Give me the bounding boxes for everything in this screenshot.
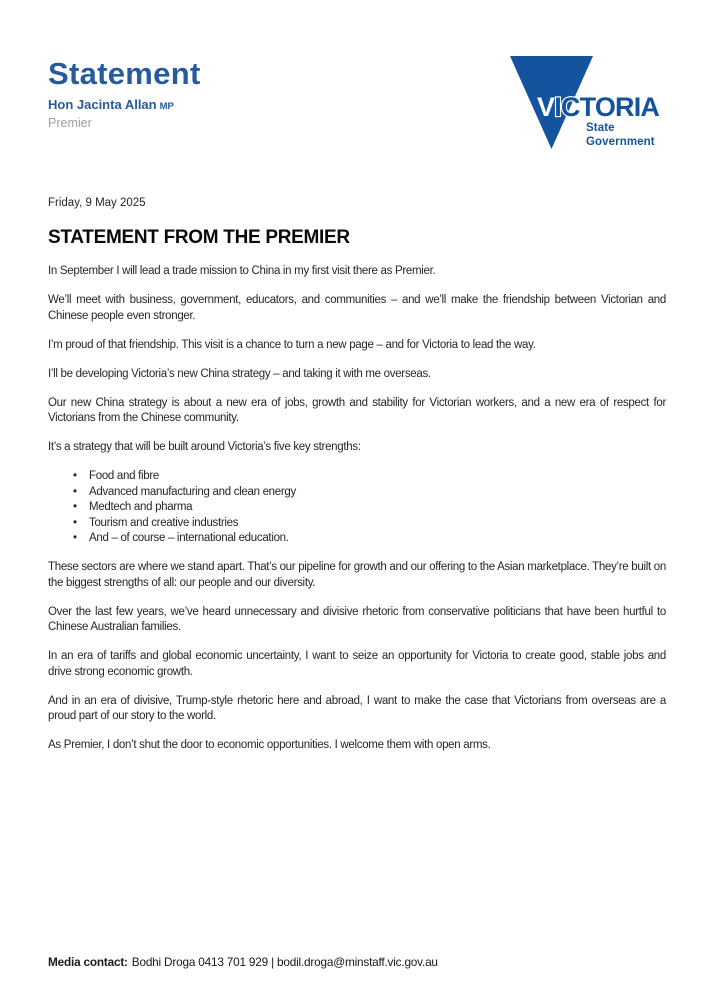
list-item: [48, 516, 666, 532]
paragraph: Our new China strategy is about a new era of jobs, growth and stability for Victorian workers, and a new era of respect for Victorians from the Chinese community.: [48, 396, 666, 424]
logo-brand-letter: V: [537, 92, 555, 122]
list-item-text: And – of course – international education.: [89, 532, 289, 544]
list-item-text: Advanced manufacturing and clean energy: [89, 485, 296, 498]
media-contact: [48, 955, 438, 970]
statement-body: [48, 196, 666, 767]
logo-state-text: State: [586, 122, 615, 134]
logo-brand-text: [537, 92, 659, 122]
paragraph: In an era of tariffs and global economic uncertainty, I want to seize an opportunity for Victoria to create good, stable jobs and drive strong economic growth.: [48, 650, 666, 678]
date: Friday, 9 May 2025: [48, 197, 146, 209]
logo-brand-rest: ICTORIA: [554, 92, 660, 122]
paragraph: As Premier, I don’t shut the door to economic opportunities. I welcome them with open arms.: [48, 739, 491, 751]
logo-government-text: Government: [586, 136, 655, 148]
list-item: [48, 469, 666, 485]
author-role: Premier: [48, 116, 92, 130]
paragraph: We’ll meet with business, government, educators, and communities – and we’ll make the friendship between Victorian and Chinese people even stronger.: [48, 294, 666, 322]
list-item: [48, 531, 666, 547]
bullet-icon: •: [73, 532, 77, 544]
bullet-icon: •: [73, 501, 77, 513]
list-item: [48, 485, 666, 501]
media-contact-label: Media contact:: [48, 955, 128, 969]
list-item-text: Medtech and pharma: [89, 501, 193, 513]
list-item: [48, 500, 666, 516]
key-strengths-list: [48, 469, 666, 547]
bullet-icon: •: [73, 485, 77, 498]
page-title: STATEMENT FROM THE PREMIER: [48, 227, 350, 248]
paragraph: I’m proud of that friendship. This visit is a chance to turn a new page – and for Victoria to lead the way.: [48, 338, 536, 351]
list-item-text: Tourism and creative industries: [89, 516, 239, 529]
letterhead: [48, 57, 201, 130]
media-contact-details: Bodhi Droga 0413 701 929 | bodil.droga@minstaff.vic.gov.au: [131, 955, 438, 969]
paragraph: It’s a strategy that will be built around Victoria’s five key strengths:: [48, 441, 361, 453]
paragraph: And in an era of divisive, Trump-style rhetoric here and abroad, I want to make the case that Victorians from overseas are a proud part of our story to the world.: [48, 694, 666, 722]
paragraph: I’ll be developing Victoria’s new China strategy – and taking it with me overseas.: [48, 367, 431, 380]
author-honorific: MP: [159, 101, 174, 112]
bullet-icon: •: [73, 516, 77, 529]
list-item-text: Food and fibre: [89, 470, 159, 482]
paragraph: These sectors are where we stand apart. That’s our pipeline for growth and our offering to the Asian marketplace. They’re built on the biggest strengths of all: our people and our diversity.: [48, 561, 666, 589]
paragraph: In September I will lead a trade mission to China in my first visit there as Premier.: [48, 265, 436, 277]
author-name: Hon Jacinta Allan: [48, 97, 157, 112]
author-name-line: [48, 98, 201, 114]
masthead-title: Statement: [48, 56, 201, 91]
bullet-icon: •: [73, 470, 77, 482]
victoria-state-government-logo: [500, 50, 668, 150]
paragraph: Over the last few years, we’ve heard unnecessary and divisive rhetoric from conservative politicians that have been hurtful to Chinese Australian families.: [48, 605, 666, 633]
